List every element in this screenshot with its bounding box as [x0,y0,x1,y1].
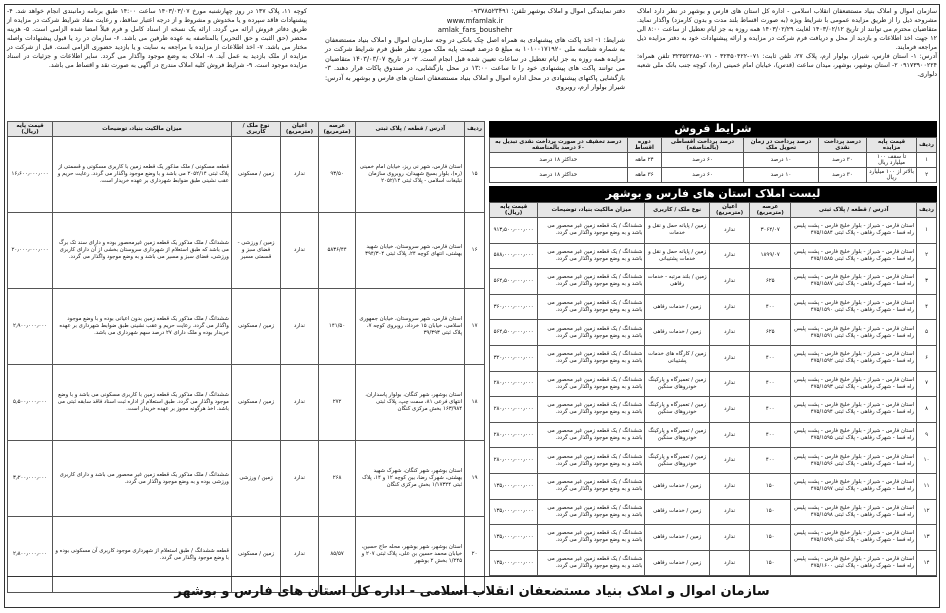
table-row [490,294,937,320]
table-cell: ۳۰ درصد [818,153,866,168]
table-cell: حداکثر ۱۸ درصد [490,153,628,168]
table-cell: حداکثر ۱۸ درصد [490,168,628,183]
area-cell: ۴۰۰ [750,422,791,448]
column-header: اعیان (مترمربع) [281,122,318,137]
building-cell: ندارد [281,517,318,593]
address-cell: استان فارس، شهر سروستان، خیابان جمهوری اسلامی، خیابان ۱۵ خرداد، روبروی کوچه ۷، پلاک ثبتی ۳۹/۳۹۳ [356,289,465,365]
column-header: درصد پرداخت اقساطی (بالمناصفه) [662,138,744,153]
usage-cell: زمین / ورزشی - فضای سبز و قسمتی مسیر [231,213,280,289]
notes-paragraph: کوچه ۱۱، پلاک ۱۳۷ در روز چهارشنبه مورخ ۱۴۰۳/۰۳/۰۷ ساعت ۱۴:۰۰ طبق برنامه زمانبندی انجام خواهد شد. ۴- پیشنهادات فاقد سپرده و یا مخدوش و مشروط و از درجه اعتبار ساقط، و رعایت مفاد شرایط شرکت در مزایده از طریق دفاتر فروش ارائه می گردد. ارائه یک نسخه از اسناد کامل و فرم قبلاً امضا شده الزامی است. ۵- هزینه محضر (حق الثبت و حق التحریر) بالمناصفه به عهده طرفین می باشد. ۶- سازمان در رد یا قبول پیشنهادات واصله مختار می باشد. ۷- اخذ اطلاعات از مزایده با مراجعه به سایت و یا بازدید حضوری الزامی است. قبل از شرکت در مزایده از ملک بازدید به عمل آید. ۸- املاک به وضع موجود واگذار می گردد. سایر اطلاعات و جزئیات در اسناد مزایده موجود است. ۹- شرایط فروش کلیه املاک مندرج در آگهی به صورت نقد و اقساط می باشد. [7,8,308,69]
building-cell: ندارد [709,550,749,576]
usage-cell: زمین / تعمیرگاه و پارکینگ خودروهای سنگین [645,422,709,448]
description-cell: ششدانگ / یک قطعه زمین غیر محصور می باشد و به وضع موجود واگذار می گردد. [538,320,645,346]
description-cell: ششدانگ / یک قطعه زمین غیر محصور می باشد و به وضع موجود واگذار می گردد. [538,371,645,397]
building-cell: ندارد [281,289,318,365]
table-cell: ۲۴ ماهه [627,153,661,168]
intro-paragraph: سازمان اموال و املاک بنیاد مستضعفان انقلاب اسلامی - اداره کل استان های فارس و بوشهر در نظر دارد املاک مشروحه ذیل را از طریق مزایده عمومی با شرایط ویژه (به صورت اقساط بلند مدت و بدون کارمزد) واگذار نماید. متقاضیان محترم می توانند از تاریخ ۱۴۰۳/۰۲/۱۲ لغایت ۱۴۰۳/۰۲/۲۹ همه روزه به جز ایام تعطیل از ساعت ۸:۰۰ الی ۱۲ جهت اخذ اطلاعات و بازدید از محل و دریافت فرم شرکت در مزایده و ارائه پیشنهادات خود به دفتر مزایده ذیل مراجعه فرمایند. [637,8,937,51]
area-cell: ۳۰۶۲/۰۷ [750,218,791,244]
row-number: ۱۹ [465,441,485,517]
area-cell: ۹۳/۵۰ [318,137,356,213]
area-cell: ۴۰۰ [750,448,791,474]
table-row [490,168,937,183]
sales-conditions-body [490,153,937,183]
price-cell: ۲۸۰٫۰۰۰٫۰۰۰٫۰۰۰ [490,448,538,474]
row-number: ۷ [917,371,937,397]
building-cell: ندارد [709,320,749,346]
footer-title: سازمان اموال و املاک بنیاد مستضعفان انقلاب اسلامی - اداره کل استان های فارس و بوشهر [7,576,937,605]
area-cell: ۱۵۰ [750,499,791,525]
building-cell: ندارد [709,371,749,397]
description-cell: ششدانگ / ملک مذکور یک قطعه زمین غیر محصور می باشد و دارای کاربری ورزشی بوده و به وضع موجود واگذار می گردد. [53,441,232,517]
table-cell: ۱۰ درصد [744,153,819,168]
column-header: دوره اقساط [627,138,661,153]
description-cell: ششدانگ / یک قطعه زمین غیر محصور می باشد و به وضع موجود واگذار می گردد. [538,448,645,474]
table-cell: ۶۰ درصد [662,153,744,168]
usage-cell: زمین / بلند مرتبه - خدمات رفاهی [645,269,709,295]
usage-cell: زمین / خدمات رفاهی [645,294,709,320]
description-cell: ششدانگ / یک قطعه زمین غیر محصور می باشد و به وضع موجود واگذار می گردد. [538,345,645,371]
area-cell: ۱۴۱/۵۰ [318,289,356,365]
column-header: نوع ملک / کاربری [645,203,709,218]
building-cell: ندارد [709,499,749,525]
property-table-left-body [8,137,485,593]
table-cell: تا سقف ۱۰۰ میلیارد ریال [866,153,916,168]
building-cell: ندارد [709,397,749,423]
description-cell: قطعه مسکونی / ملک مذکور یک قطعه زمین با کاربری مسکونی و قسمتی از پلاک ثبتی ۲۰۵۲/۱۴ می باشد و با وضع موجود واگذار می گردد. رعایت حریم و عقب نشینی طبق ضوابط شهرداری بر عهده خریدار است. [53,137,232,213]
table-row [490,397,937,423]
price-cell: ۲۰٫۰۰۰٫۰۰۰٫۰۰۰ [8,213,53,289]
address-cell: استان فارس - شیراز - بلوار خلیج فارس - پشت پلیس راه فسا - شهرک رفاهی - پلاک ثبتی ۴۷۵/۱۵۸۴ [791,218,917,244]
area-cell: ۴۰۰ [750,345,791,371]
table-row [490,153,937,168]
address-cell: استان فارس - شیراز - بلوار خلیج فارس - پشت پلیس راه فسا - شهرک رفاهی - پلاک ثبتی ۴۷۵/۱۶۰۰ [791,550,917,576]
left-column [7,121,485,593]
column-header: میزان مالکیت بنیاد، توضیحات [53,122,232,137]
building-cell: ندارد [709,473,749,499]
property-list-title: لیست املاک استان های فارس و بوشهر [489,186,937,202]
price-cell: ۳۶۰٫۰۰۰٫۰۰۰٫۰۰۰ [490,294,538,320]
price-cell: ۱۳۵٫۰۰۰٫۰۰۰٫۰۰۰ [490,525,538,551]
description-cell: ششدانگ / یک قطعه زمین غیر محصور می باشد و به وضع موجود واگذار می گردد. [538,269,645,295]
row-number: ۹ [917,422,937,448]
building-cell: ندارد [281,365,318,441]
description-cell: ششدانگ / یک قطعه زمین غیر محصور می باشد و به وضع موجود واگذار می گردد. [538,499,645,525]
table-row [490,320,937,346]
price-cell: ۵۶۲٫۵۰۰٫۰۰۰٫۰۰۰ [490,269,538,295]
price-cell: ۲۸۰٫۰۰۰٫۰۰۰٫۰۰۰ [490,422,538,448]
address-cell: استان فارس - شیراز - بلوار خلیج فارس - پشت پلیس راه فسا - شهرک رفاهی - پلاک ثبتی ۴۷۵/۱۵۸۷ [791,269,917,295]
table-cell: ۳۶ ماهه [627,168,661,183]
address-cell: استان فارس - شیراز - بلوار خلیج فارس - پشت پلیس راه فسا - شهرک رفاهی - پلاک ثبتی ۴۷۵/۱۵۹۸ [791,499,917,525]
table-row [8,137,485,213]
price-cell: ۲٫۹۰۰٫۰۰۰٫۰۰۰ [8,289,53,365]
row-number: ۱۶ [465,213,485,289]
notes-block [7,7,307,70]
conditions-paragraph: شرایط: ۱- اخذ پاکت های پیشنهادی به همراه اصل چک بانکی در وجه سازمان اموال و املاک بنیاد مستضعفان به شماره شناسه ملی ۱۰۱۰۰۱۷۱۹۲۰ به مبلغ ۵ درصد قیمت پایه ملک مورد نظر طبق فرم شرایط شرکت در مزایده همه روزه به جز ایام تعطیل در ساعات تعیین شده قبل انجام است. ۲- در تاریخ ۱۴۰۳/۰۳/۰۷ متقاضیان می توانند پاکت های پیشنهادی خود را تا ساعت ۱۳:۰۰ در محل بازگشایی، در صندوق پاکات قرار دهند. ۳- بازگشایی پاکتهای پیشنهادی در محل اداره اموال و املاک بنیاد مستضعفان استان های فارس و بوشهر به آدرس: شیراز بولوار ارم، روبروی [325,35,625,91]
column-header: عرصه (مترمربع) [750,203,791,218]
column-header: عرصه (مترمربع) [318,122,356,137]
usage-cell: زمین / تعمیرگاه و پارکینگ خودروهای سنگین [645,397,709,423]
description-cell: ششدانگ / یک قطعه زمین غیر محصور می باشد و به وضع موجود واگذار می گردد. [538,550,645,576]
area-cell: ۱۵۰ [750,525,791,551]
row-number: ۱۷ [465,289,485,365]
area-cell: ۵۸۳۶/۴۴ [318,213,356,289]
building-cell: ندارد [709,294,749,320]
area-cell: ۸۵/۵۷ [318,517,356,593]
table-row [490,243,937,269]
address-cell: استان فارس - شیراز - بلوار خلیج فارس - پشت پلیس راه فسا - شهرک رفاهی - پلاک ثبتی ۴۷۵/۱۵۹۵ [791,422,917,448]
description-cell: ششدانگ / ملک مذکور یک قطعه زمین غیرمحصور بوده و دارای سند تک برگ می باشد که طبق استعلام از شهرداری سروستان بخشی از آن دارای کاربری ورزشی، فضای سبز و مسیر می باشد و به وضع موجود واگذار می گردد. [53,213,232,289]
address-cell: استان بوشهر، شهر بوشهر، محله حاج حسین، خیابان محمد حسین بن علی، پلاک ثبتی ۲۰۷ و ۱/۲۴۵ بخش ۲ بوشهر [356,517,465,593]
row-number: ۲ [917,243,937,269]
building-cell: ندارد [709,422,749,448]
address-cell: استان فارس - شیراز - بلوار خلیج فارس - پشت پلیس راه فسا - شهرک رفاهی - پلاک ثبتی ۴۷۵/۱۵۹۳ [791,371,917,397]
building-cell: ندارد [709,269,749,295]
description-cell: ششدانگ / یک قطعه زمین غیر محصور می باشد و به وضع موجود واگذار می گردد. [538,218,645,244]
instagram-handle[interactable]: amlak_fars_boushehr [437,26,513,34]
price-cell: ۵٫۵۰۰٫۰۰۰٫۰۰۰ [8,365,53,441]
building-cell: ندارد [709,448,749,474]
address-cell: استان فارس - شیراز - بلوار خلیج فارس - پشت پلیس راه فسا - شهرک رفاهی - پلاک ثبتی ۴۷۵/۱۵۹۲ [791,345,917,371]
area-cell: ۱۸۹۹/۰۷ [750,243,791,269]
usage-cell: زمین / تعمیرگاه و پارکینگ خودروهای سنگین [645,448,709,474]
column-header: میزان مالکیت بنیاد، توضیحات [538,203,645,218]
sales-conditions-title: شرایط فروش [489,121,937,137]
address-cell: استان فارس - شیراز - بلوار خلیج فارس - پشت پلیس راه فسا - شهرک رفاهی - پلاک ثبتی ۴۷۵/۱۵۹۰ [791,294,917,320]
table-row [490,345,937,371]
addresses-paragraph: آدرس: ۱- استان فارس، شیراز، بولوار ارم، پلاک ۲۷، تلفن ثابت: ۰۷۱-۳۲۳۵۰۴۲۲ - ۰۷۱-۳۲۳۵۲۲۸۵ تلفن همراه: ۰۹۱۷۳۹۰۰۲۲۴ ۲- استان بوشهر، بوشهر، میدان ساعت (قدس)، خیابان امام خمینی (ره)، کوچه جنب بانک ملی شعبه دلواری. [637,53,938,78]
column-header: درصد پرداخت در زمان تحویل ملک [744,138,819,153]
area-cell: ۶۲۵ [750,320,791,346]
table-cell: ۶۰ درصد [662,168,744,183]
price-cell: ۳۲۰٫۰۰۰٫۰۰۰٫۰۰۰ [490,345,538,371]
area-cell: ۱۵۰ [750,550,791,576]
table-row [490,499,937,525]
price-cell: ۲۸۰٫۰۰۰٫۰۰۰٫۰۰۰ [490,371,538,397]
sales-conditions-table [489,137,937,183]
area-cell: ۴۰۰ [750,371,791,397]
row-number: ۱۸ [465,365,485,441]
usage-cell: زمین / مسکونی [231,365,280,441]
address-cell: استان بوشهر، شهر کنگان، شهرک شهید بهشتی، شهرک رضا، بین کوچه ۱۲ و ۱۴، پلاک ثبتی ۱/۱۷۳۲۴ بخش مرکزی کنگان [356,441,465,517]
column-header: قیمت پایه (ریال) [490,203,538,218]
price-cell: ۱۳۵٫۰۰۰٫۰۰۰٫۰۰۰ [490,499,538,525]
usage-cell: زمین / پایانه حمل و نقل و خدمات [645,218,709,244]
price-cell: ۱۳۵٫۰۰۰٫۰۰۰٫۰۰۰ [490,473,538,499]
contact-title: دفتر نمایندگی اموال و املاک بوشهر تلفن: ۰۹۳۷۸۵۲۳۴۹۱ [470,7,625,15]
address-cell: استان فارس - شیراز - بلوار خلیج فارس - پشت پلیس راه فسا - شهرک رفاهی - پلاک ثبتی ۴۷۵/۱۵۹۱ [791,320,917,346]
address-cell: استان فارس، شهر سروستان، خیابان شهید بهشتی، انتهای کوچه ۲۴، پلاک ثبتی ۳۹۴/۳۰۴ [356,213,465,289]
column-header: ردیف [465,122,485,137]
column-header: ردیف [917,138,937,153]
price-cell: ۱۳۵٫۰۰۰٫۰۰۰٫۰۰۰ [490,550,538,576]
building-cell: ندارد [709,345,749,371]
area-cell: ۱۵۰ [750,473,791,499]
usage-cell: زمین / خدمات رفاهی [645,320,709,346]
intro-text [637,7,937,79]
usage-cell: زمین / خدمات رفاهی [645,525,709,551]
table-cell: ۱ [917,153,937,168]
table-row [8,365,485,441]
usage-cell: زمین / کارگاه های خدمات پشتیبانی [645,345,709,371]
table-row [490,422,937,448]
property-table-left [7,121,485,593]
description-cell: ششدانگ / یک قطعه زمین غیر محصور می باشد و به وضع موجود واگذار می گردد. [538,294,645,320]
usage-cell: زمین / خدمات رفاهی [645,499,709,525]
description-cell: ششدانگ / یک قطعه زمین غیر محصور می باشد و به وضع موجود واگذار می گردد. [538,422,645,448]
table-row [8,289,485,365]
address-cell: استان فارس - شیراز - بلوار خلیج فارس - پشت پلیس راه فسا - شهرک رفاهی - پلاک ثبتی ۴۷۵/۱۵۹۴ [791,397,917,423]
table-row [490,269,937,295]
contact-block [325,7,625,93]
price-cell: ۱۶٫۶۰۰٫۰۰۰٫۰۰۰ [8,137,53,213]
usage-cell: زمین / مسکونی [231,137,280,213]
price-cell: ۳٫۲۰۰٫۰۰۰٫۰۰۰ [8,441,53,517]
property-table-right [489,202,937,576]
row-number: ۱۵ [465,137,485,213]
area-cell: ۲۷۲ [318,365,356,441]
column-header: آدرس / قطعه / پلاک ثبتی [791,203,917,218]
price-cell: ۹۱۳٫۵۰۰٫۰۰۰٫۰۰۰ [490,218,538,244]
column-header: آدرس / قطعه / پلاک ثبتی [356,122,465,137]
table-row [490,550,937,576]
usage-cell: زمین / مسکونی [231,289,280,365]
building-cell: ندارد [281,137,318,213]
row-number: ۳ [917,269,937,295]
column-header: نوع ملک / کاربری [231,122,280,137]
description-cell: ششدانگ / یک قطعه زمین غیر محصور می باشد و به وضع موجود واگذار می گردد. [538,397,645,423]
row-number: ۶ [917,345,937,371]
description-cell: ششدانگ / یک قطعه زمین غیر محصور می باشد و به وضع موجود واگذار می گردد. [538,243,645,269]
building-cell: ندارد [709,243,749,269]
right-column [489,121,937,576]
address-cell: استان فارس - شیراز - بلوار خلیج فارس - پشت پلیس راه فسا - شهرک رفاهی - پلاک ثبتی ۴۷۵/۱۵۹۷ [791,473,917,499]
property-table-left-header-row [8,122,485,137]
header-section [7,7,937,119]
usage-cell: زمین / ورزشی [231,441,280,517]
usage-cell: زمین / تعمیرگاه و پارکینگ خودروهای سنگین [645,371,709,397]
table-row [490,218,937,244]
description-cell: ششدانگ / یک قطعه زمین غیر محصور می باشد و به وضع موجود واگذار می گردد. [538,473,645,499]
row-number: ۱۴ [917,550,937,576]
description-cell: ششدانگ / یک قطعه زمین غیر محصور می باشد و به وضع موجود واگذار می گردد. [538,525,645,551]
building-cell: ندارد [709,525,749,551]
price-cell: ۲۸۰٫۰۰۰٫۰۰۰٫۰۰۰ [490,397,538,423]
description-cell: قطعه ششدانگ / طبق استعلام از شهرداری موجود کاربری آن مسکونی بوده و با وضع موجود واگذار می گردد. [53,517,232,593]
ad-page [4,4,940,608]
column-header: درصد پرداخت نقدی [818,138,866,153]
usage-cell: زمین / خدمات رفاهی [645,550,709,576]
building-cell: ندارد [281,213,318,289]
column-header: قیمت پایه (ریال) [8,122,53,137]
address-cell: استان فارس - شیراز - بلوار خلیج فارس - پشت پلیس راه فسا - شهرک رفاهی - پلاک ثبتی ۴۷۵/۱۵۹۹ [791,525,917,551]
building-cell: ندارد [709,218,749,244]
row-number: ۲۰ [465,517,485,593]
row-number: ۱۲ [917,499,937,525]
property-table-header-row [490,203,937,218]
row-number: ۱۰ [917,448,937,474]
address-cell: استان بوشهر، شهر کنگان، بولوار پاسداران، انتهای فرعی ۸۱، سمت چپ، پلاک ثبتی ۱۶۳/۹۸۴ بخش مرکزی کنگان [356,365,465,441]
table-row [490,448,937,474]
area-cell: ۲۶۸ [318,441,356,517]
usage-cell: زمین / پایانه حمل و نقل و خدمات پشتیبانی [645,243,709,269]
row-number: ۱ [917,218,937,244]
row-number: ۱۳ [917,525,937,551]
column-header: درصد تخفیف در صورت پرداخت نقدی تبدیل به ۶۰ درصد بالمناصفه [490,138,628,153]
column-header: اعیان (مترمربع) [709,203,749,218]
column-header: ردیف [917,203,937,218]
property-table-body [490,218,937,576]
address-cell: استان فارس - شیراز - بلوار خلیج فارس - پشت پلیس راه فسا - شهرک رفاهی - پلاک ثبتی ۴۷۵/۱۵۹۶ [791,448,917,474]
table-row [8,441,485,517]
address-cell: استان فارس، شهر نی ریز، خیابان امام خمینی (ره)، بلوار بسیج شهیدان، روبروی سازمان تبلیغات اسلامی - پلاک ثبتی ۲۰۵۲/۱۴ [356,137,465,213]
description-cell: ششدانگ / ملک مذکور یک قطعه زمین با کاربری مسکونی می باشد و با وضع موجود واگذار می گردد. طبق استعلام از اداره ثبت اسناد فاقد سابقه ثبتی می باشد. اخذ هرگونه مجوز بر عهده خریدار است. [53,365,232,441]
table-cell: بالاتر از ۱۰۰ میلیارد ریال [866,168,916,183]
table-row [490,473,937,499]
area-cell: ۴۰۰ [750,397,791,423]
row-number: ۸ [917,397,937,423]
usage-cell: زمین / مسکونی [231,517,280,593]
area-cell: ۶۲۵ [750,269,791,295]
row-number: ۱۱ [917,473,937,499]
price-cell: ۲٫۸۰۰٫۰۰۰٫۰۰۰ [8,517,53,593]
price-cell: ۵۶۲٫۵۰۰٫۰۰۰٫۰۰۰ [490,320,538,346]
row-number: ۴ [917,294,937,320]
table-row [490,371,937,397]
area-cell: ۴۰۰ [750,294,791,320]
table-row [8,213,485,289]
address-cell: استان فارس - شیراز - بلوار خلیج فارس - پشت پلیس راه فسا - شهرک رفاهی - پلاک ثبتی ۴۷۵/۱۵۸۵ [791,243,917,269]
description-cell: ششدانگ / ملک مذکور یک قطعه زمین بدون اعیانی بوده و با وضع موجود واگذار می گردد. رعایت حریم و عقب نشینی طبق ضوابط شهرداری بر عهده خریدار بوده و ملک دارای ۲۷ درصد سهم شهرداری می باشد. [53,289,232,365]
website-link[interactable]: www.mfamlak.ir [446,16,504,25]
table-cell: ۲ [917,168,937,183]
table-row [490,525,937,551]
column-header: قیمت پایه مزایده [866,138,916,153]
row-number: ۵ [917,320,937,346]
usage-cell: زمین / خدمات رفاهی [645,473,709,499]
building-cell: ندارد [281,441,318,517]
sales-conditions-header-row [490,138,937,153]
price-cell: ۵۸۸٫۰۰۰٫۰۰۰٫۰۰۰ [490,243,538,269]
table-cell: ۱۰ درصد [744,168,819,183]
table-cell: ۳۰ درصد [818,168,866,183]
